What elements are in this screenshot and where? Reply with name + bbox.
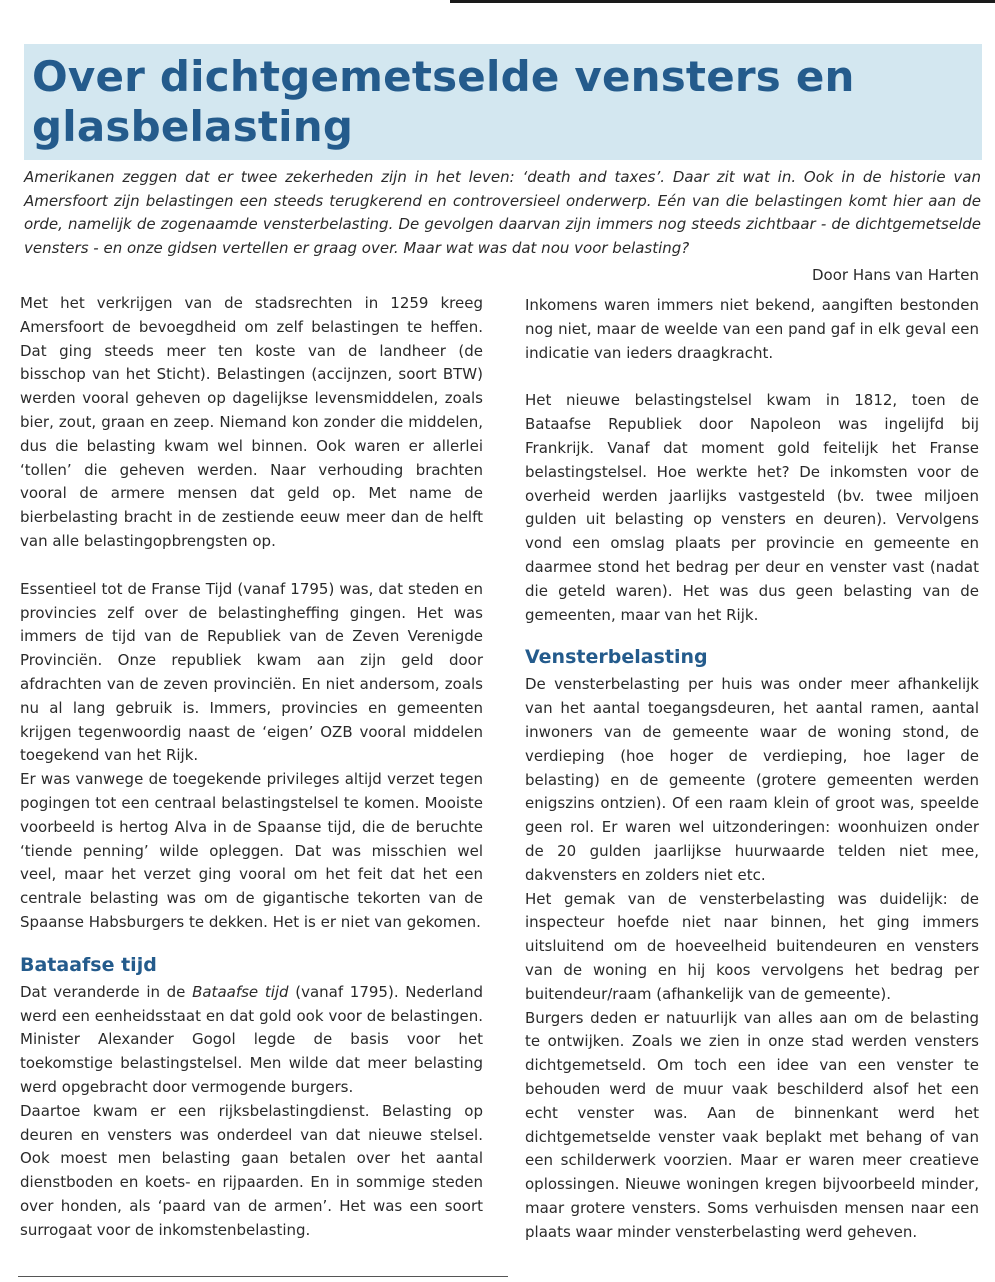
right-column bbox=[525, 294, 979, 1244]
right-paragraph-5: Burgers deden er natuurlijk van alles aan om de belasting te ontwijken. Zoals we zien in onze stad werden vensters dichtgemetseld. Om toch een idee van een venster te behouden werd de muur vaak beschilderd alsof het een echt venster was. Aan de binnenkant werd het dichtgemetselde venster vaak beplakt met behang of van een schilderwerk voorzien. Maar er waren meer creatieve oplossingen. Nieuwe woningen kregen bijvoorbeeld minder, maar grotere vensters. Soms verhuisden mensen naar een plaats waar minder vensterbelasting werd geheven. bbox=[525, 1008, 979, 1241]
article-title: Over dichtgemetselde vensters en glasbelasting bbox=[32, 52, 855, 151]
byline: Door Hans van Harten bbox=[812, 266, 979, 284]
left-column bbox=[20, 292, 483, 1242]
left-paragraph-4-emphasis: Bataafse tijd bbox=[192, 982, 289, 1001]
left-paragraph-2: Essentieel tot de Franse Tijd (vanaf 1795) was, dat steden en provincies zelf over de belastingheffing gingen. Het was immers de tijd van de Republiek van de Zeven Verenigde Provinciën. Onze republiek kwam aan zijn geld door afdrachten van de zeven provinciën. En niet andersom, zoals nu al lang gebruik is. Immers, provincies en gemeenten krijgen tegenwoordig naast de ‘eigen’ OZB vooral middelen toegekend van het Rijk. bbox=[20, 579, 483, 765]
left-paragraph-5: Daartoe kwam er een rijksbelastingdienst. Belasting op deuren en vensters was onderdeel van dat nieuwe stelsel. Ook moest men belasting gaan betalen over het aantal dienstboden en koets- en rijpaarden. En in sommige steden over honden, als ‘paard van de armen’. Het was een soort surrogaat voor de inkomstenbelasting. bbox=[20, 1101, 483, 1239]
left-paragraph-3: Er was vanwege de toegekende privileges altijd verzet tegen pogingen tot een centraal belastingstelsel te komen. Mooiste voorbeeld is hertog Alva in de Spaanse tijd, die de beruchte ‘tiende penning’ wilde opleggen. Dat was misschien wel veel, maar het verzet ging vooral om het feit dat het een centrale belasting was om de gigantische tekorten van de Spaanse Habsburgers te dekken. Het is er niet van gekomen. bbox=[20, 770, 483, 931]
heading-vensterbelasting: Vensterbelasting bbox=[525, 646, 708, 669]
left-paragraph-4-end: (vanaf 1795). Nederland werd een eenheidsstaat en dat gold ook voor de belastingen. Minister Alexander Gogol legde de basis voor het toekomstige belastingstelsel. Men wilde dat meer belasting werd opgebracht door vermogende burgers. bbox=[20, 982, 483, 1096]
footnote-rule bbox=[18, 1276, 508, 1277]
right-paragraph-2: Het nieuwe belastingstelsel kwam in 1812, toen de Bataafse Republiek door Napoleon was ingelijfd bij Frankrijk. Vanaf dat moment gold feitelijk het Franse belastingstelsel. Hoe werkte het? De inkomsten voor de overheid werden jaarlijks vastgesteld (bv. twee miljoen gulden uit belasting op vensters en deuren). Vervolgens vond een omslag plaats per provincie en gemeente en daarmee stond het bedrag per deur en venster vast (nadat die geteld waren). Het was dus geen belasting van de gemeenten, maar van het Rijk. bbox=[525, 391, 979, 624]
left-paragraph-4-start: Dat veranderde in de bbox=[20, 982, 193, 1001]
left-paragraph-1: Met het verkrijgen van de stadsrechten in 1259 kreeg Amersfoort de bevoegdheid om zelf belastingen te heffen. Dat ging steeds meer ten koste van de landheer (de bisschop van het Sticht). Belastingen (accijnzen, soort BTW) werden vooral geheven op dagelijkse levensmiddelen, zoals bier, zout, graan en zeep. Niemand kon zonder die middelen, dus die belasting kwam wel binnen. Ook waren er allerlei ‘tollen’ die geheven werden. Naar verhouding brachten vooral de armere mensen dat geld op. Met name de bierbelasting bracht in de zestiende eeuw meer dan de helft van alle belastingopbrengsten op. bbox=[20, 294, 483, 550]
right-paragraph-1: Inkomens waren immers niet bekend, aangiften bestonden nog niet, maar de weelde van een pand gaf in elk geval een indicatie van ieders draagkracht. bbox=[525, 296, 979, 362]
right-paragraph-4: Het gemak van de vensterbelasting was duidelijk: de inspecteur hoefde niet naar binnen, het ging immers uitsluitend om de hoeveelheid buitendeuren en vensters van de woning en hij koos vervolgens het bedrag per buitendeur/raam (afhankelijk van de gemeente). bbox=[525, 889, 979, 1003]
top-rule bbox=[450, 0, 995, 3]
right-paragraph-3: De vensterbelasting per huis was onder meer afhankelijk van het aantal toegangsdeuren, het aantal ramen, aantal inwoners van de gemeente waar de woning stond, de verdieping (hoe hoger de verdieping, hoe lager de belasting) en de gemeente (grotere gemeenten werden enigszins ontzien). Of een raam klein of groot was, speelde geen rol. Er waren wel uitzonderingen: woonhuizen onder de 20 gulden jaarlijkse huurwaarde telden niet mee, dakvensters en zolders niet etc. bbox=[525, 675, 979, 884]
left-paragraph-4 bbox=[20, 981, 483, 1100]
article-intro: Amerikanen zeggen dat er twee zekerheden zijn in het leven: ‘death and taxes’. Daar zit wat in. Ook in de historie van Amersfoort zijn belastingen een steeds terugkerend en controversieel onderwerp. Eén van die belastingen komt hier aan de orde, namelijk de zogenaamde vensterbelasting. De gevolgen daarvan zijn immers nog steeds zichtbaar - de dichtgemetselde vensters - en onze gidsen vertellen er graag over. Maar wat was dat nou voor belasting? bbox=[24, 168, 981, 257]
heading-bataafse-tijd: Bataafse tijd bbox=[20, 953, 157, 976]
